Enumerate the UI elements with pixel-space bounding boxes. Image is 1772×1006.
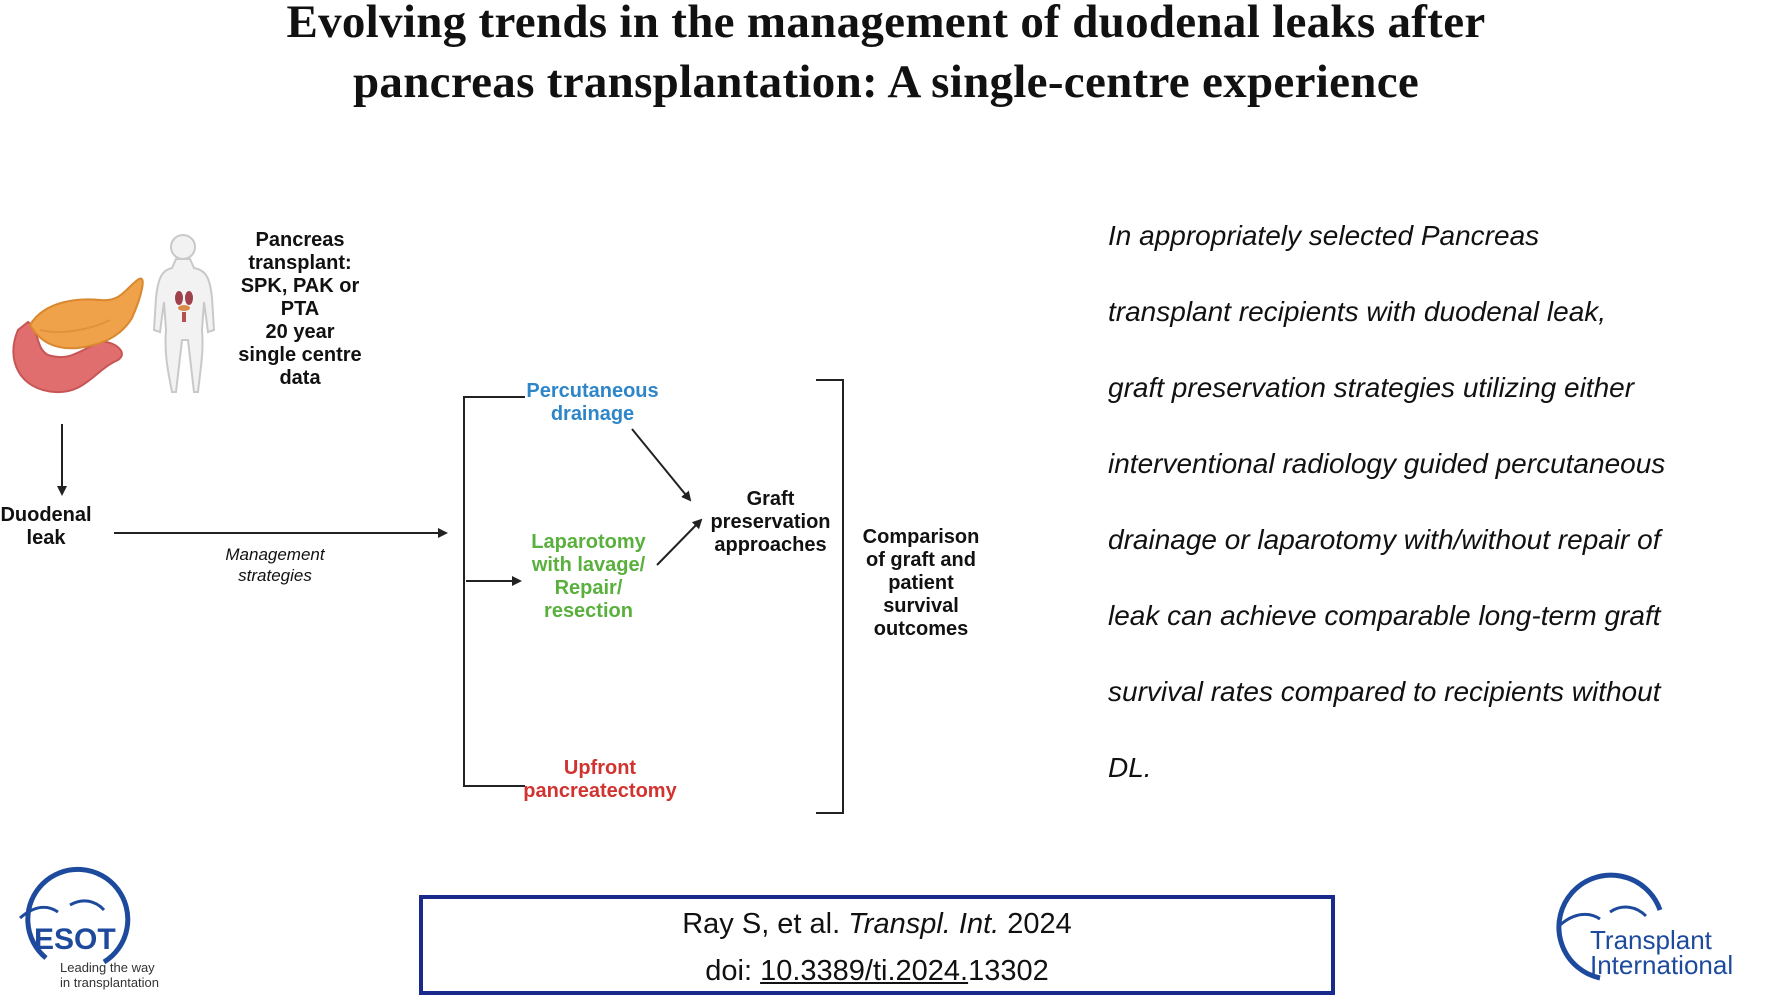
summary-line: leak can achieve comparable long-term graft [1108, 600, 1661, 631]
comparison-line-5: outcomes [873, 618, 969, 640]
percutaneous-line-2: drainage [550, 403, 635, 425]
comparison-line-3: patient [888, 572, 954, 594]
percutaneous-line-1: Percutaneous [526, 380, 659, 402]
duodenal-leak-line-2: leak [26, 527, 66, 549]
summary-line: In appropriately selected Pancreas [1108, 220, 1540, 251]
citation-box [419, 895, 1335, 995]
esot-tagline-2: in transplantation [60, 975, 160, 990]
laparotomy-line-3: Repair/ [554, 577, 623, 599]
doi-link[interactable]: 10.3389/ti.2024. [760, 955, 969, 987]
study-description [230, 229, 370, 390]
doi-prefix: doi: [705, 955, 761, 987]
management-line-1: Management [225, 545, 325, 564]
graft-line-3: approaches [714, 534, 827, 556]
citation-year: 2024 [999, 908, 1072, 940]
comparison-line-1: Comparison [862, 526, 980, 548]
laparotomy-line-4: resection [544, 600, 633, 622]
esot-tagline [60, 960, 159, 990]
title-line-1: Evolving trends in the management of duodenal leaks after [286, 0, 1486, 48]
arrow-percutaneous-to-graft [632, 429, 690, 500]
duodenal-leak-node [0, 504, 92, 550]
study-line-1: Pancreas [255, 229, 345, 251]
upfront-pancreatectomy-option [520, 757, 680, 803]
citation-doi [423, 948, 1331, 995]
citation-journal: Transpl. Int. [848, 908, 1000, 940]
esot-name: ESOT [34, 923, 116, 956]
comparison-line-2: of graft and [866, 549, 976, 571]
esot-tagline-1: Leading the way [60, 960, 155, 975]
comparison-line-4: survival [883, 595, 959, 617]
laparotomy-option [521, 531, 656, 623]
summary-line: DL. [1108, 752, 1152, 783]
management-line-2: strategies [238, 566, 312, 585]
summary-line: graft preservation strategies utilizing either [1108, 372, 1635, 403]
citation-authors: Ray S, et al. [682, 908, 849, 940]
percutaneous-drainage-option [520, 380, 665, 426]
summary-line: drainage or laparotomy with/without repair of [1108, 524, 1661, 555]
left-bracket [464, 397, 525, 786]
right-bracket [816, 380, 843, 813]
title-line-2: pancreas transplantation: A single-centre experience [352, 56, 1420, 108]
study-line-5: 20 year [265, 321, 335, 343]
summary-line: interventional radiology guided percutaneous [1108, 448, 1666, 479]
laparotomy-line-1: Laparotomy [531, 531, 646, 553]
summary-line: transplant recipients with duodenal leak, [1108, 296, 1607, 327]
pancreatectomy-line-2: pancreatectomy [523, 780, 677, 802]
ti-line-1: Transplant [1590, 925, 1712, 955]
graft-line-1: Graft [746, 488, 795, 510]
pancreatectomy-line-1: Upfront [563, 757, 637, 779]
duodenal-leak-line-1: Duodenal [0, 504, 92, 526]
study-line-3: SPK, PAK or [240, 275, 360, 297]
graft-preservation-node [703, 488, 838, 557]
study-line-6: single centre [238, 344, 362, 366]
pancreas-illustration [13, 279, 142, 393]
citation-reference [423, 901, 1331, 948]
comparison-outcomes-node [856, 526, 986, 641]
arrow-laparotomy-to-graft [657, 520, 701, 565]
doi-suffix: 13302 [968, 955, 1049, 987]
summary-line: survival rates compared to recipients without [1108, 676, 1661, 707]
laparotomy-line-2: with lavage/ [531, 554, 646, 576]
transplant-international-logo [1590, 925, 1734, 980]
ti-line-2: International [1590, 950, 1734, 980]
graft-line-2: preservation [710, 511, 831, 533]
management-strategies-label [205, 544, 345, 586]
study-line-7: data [279, 367, 321, 389]
summary-text [1108, 198, 1768, 806]
esot-logo [34, 924, 116, 956]
study-line-2: transplant: [248, 252, 352, 274]
study-line-4: PTA [280, 298, 320, 320]
